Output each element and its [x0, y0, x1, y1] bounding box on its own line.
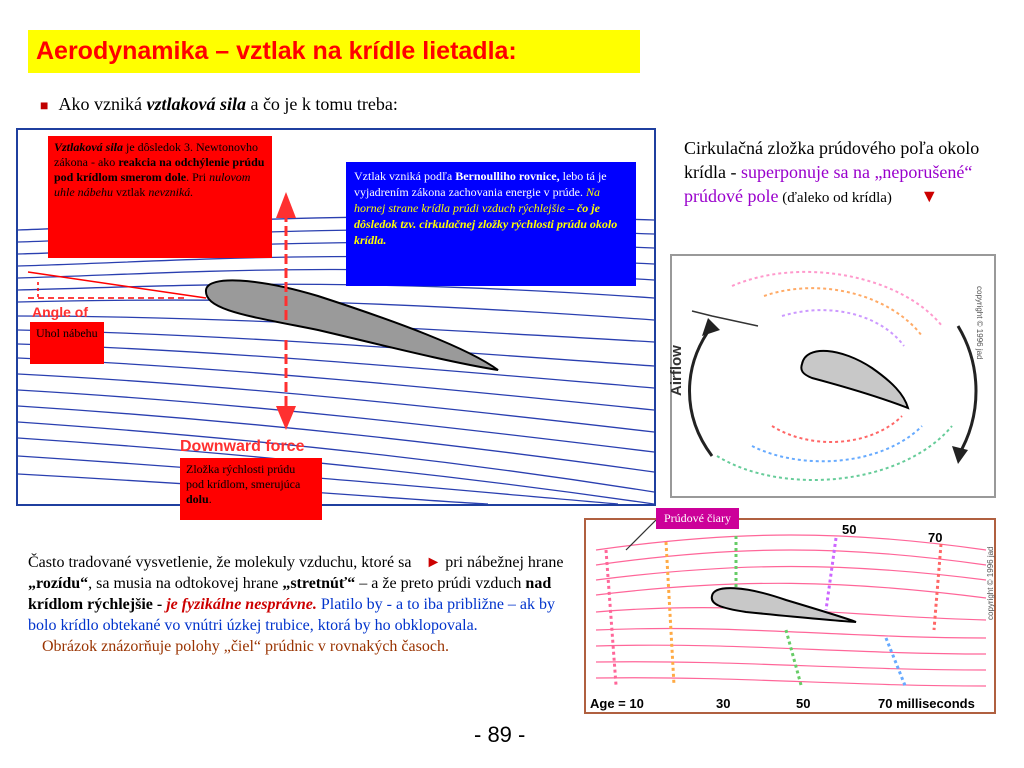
copyright-bottom: copyright © 1996 jad [986, 546, 995, 620]
age-label: Age = 10 [590, 696, 644, 711]
intro-emph: vztlaková sila [146, 94, 246, 114]
streamlines-age-figure [584, 518, 996, 714]
copyright-top: copyright © 1996 jad [975, 286, 984, 360]
downward-component-box: Zložka rýchlosti prúdu pod krídlom, smerujúca dolu. [180, 458, 322, 520]
streamlines-label-box: Prúdové čiary [656, 508, 739, 529]
airflow-label: Airflow [668, 345, 685, 396]
label-70-top: 70 [928, 530, 943, 545]
page-number: - 89 - [474, 722, 526, 747]
intro-bullet [40, 94, 398, 115]
circulation-text: Cirkulačná zložka prúdového poľa okolo krídla - superponuje sa na „neporušené“ prúdové pole (ďaleko od krídla) ▼ [684, 138, 980, 206]
label-50-top: 50 [842, 522, 857, 537]
right-arrow-icon: ► [425, 554, 442, 571]
circulation-drawing [672, 256, 994, 496]
circulation-figure [670, 254, 996, 498]
angle-of-attack-box: Uhol nábehu [30, 322, 104, 364]
page-title: Aerodynamika – vztlak na krídle lietadla: [28, 30, 640, 73]
label-70-milliseconds: 70 milliseconds [878, 696, 975, 711]
label-30: 30 [716, 696, 731, 711]
streamlines-age-drawing [586, 520, 994, 712]
down-arrow-icon: ▼ [920, 186, 939, 206]
intro-prefix: Ako vzniká [58, 94, 147, 114]
intro-suffix: a čo je k tomu treba: [245, 94, 398, 114]
label-50: 50 [796, 696, 811, 711]
bullet-square-icon: ■ [40, 99, 49, 114]
angle-of-label: Angle of [32, 304, 88, 320]
downward-force-label: Downward force [180, 438, 305, 455]
bernoulli-explanation-box: Vztlak vzniká podľa Bernoulliho rovnice, lebo tá je vyjadrením zákona zachovania energie v prúde. Na hornej strane krídla prúdi vzduch rýchlejšie – čo je dôsledok tzv. cirkulačnej zložky rýchlosti prúdu okolo krídla. [346, 162, 636, 286]
airfoil-figure [16, 128, 656, 506]
misconception-paragraph: Často tradované vysvetlenie, že molekuly vzduchu, ktoré sa ► pri nábežnej hrane „rozídu“, sa musia na odtokovej hrane „stretnúť“ – a že preto prúdi vzduch nad krídlom rýchlejšie - je fyzikálne nesprávne. Platilo by - a to iba približne – ak by bolo krídlo obtekané vo vnútri úzkej trubice, ktorá by ho obklopovala. Obrázok znázorňuje polohy „čiel“ prúdnic v rovnakých časoch. [28, 554, 564, 655]
newton-explanation-box: Vztlaková sila je dôsledok 3. Newtonovho zákona - ako reakcia na odchýlenie prúdu pod krídlom smerom dole. Pri nulovom uhle nábehu vztlak nevzniká. [48, 136, 272, 258]
